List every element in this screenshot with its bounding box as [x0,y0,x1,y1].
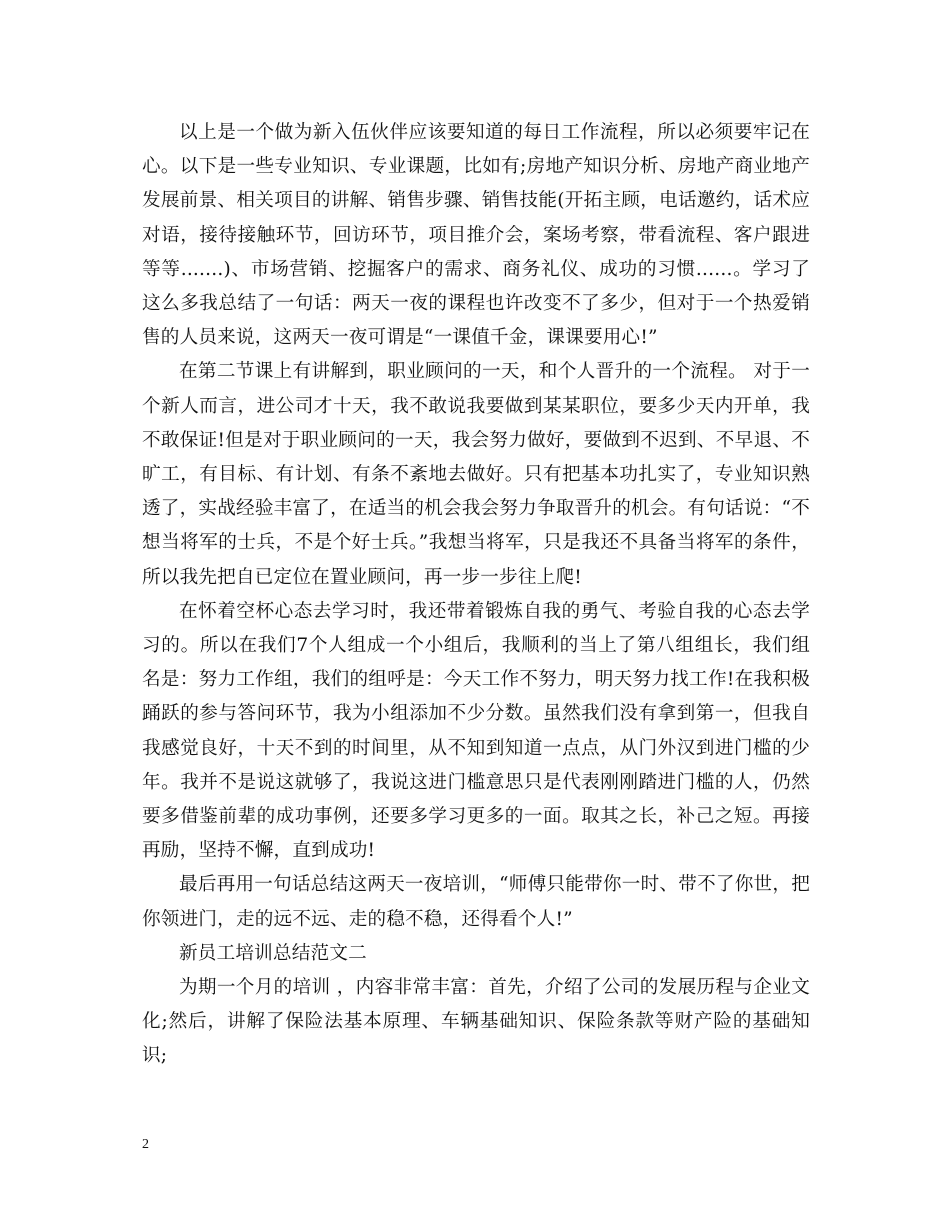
paragraph-conclusion: 最后再用一句话总结这两天一夜培训，“师傅只能带你一时、带不了你世，把你领进门，走的远不远、走的稳不稳，还得看个人!” [142,874,810,930]
document-body [142,116,810,1074]
section-heading: 新员工培训总结范文二 [179,942,367,964]
page-number: 2 [142,1137,149,1152]
paragraph-training-content: 为期一个月的培训 ，内容非常丰富：首先，介绍了公司的发展历程与企业文化;然后，讲解了保险法基本原理、车辆基础知识、保险条款等财产险的基础知识; [142,977,810,1067]
paragraph-workflow-summary: 以上是一个做为新入伍伙伴应该要知道的每日工作流程，所以必须要牢记在心。以下是一些专业知识、专业课题，比如有;房地产知识分析、房地产商业地产发展前景、相关项目的讲解、销售步骤、销售技能(开拓主顾，电话邀约，话术应对语，接待接触环节，回访环节，项目推介会，案场考察，带看流程、客户跟进等等.......)、市场营销、挖掘客户的需求、商务礼仪、成功的习惯......。学习了这么多我总结了一句话：两天一夜的课程也许改变不了多少，但对于一个热爱销售的人员来说，这两天一夜可谓是“一课值千金，课课要用心!” [142,122,810,349]
paragraph-team-leader: 在怀着空杯心态去学习时，我还带着锻炼自我的勇气、考验自我的心态去学习的。所以在我们7个人组成一个小组后，我顺利的当上了第八组组长，我们组名是：努力工作组，我们的组呼是：今天工作不努力，明天努力找工作!在我积极踊跃的参与答问环节，我为小组添加不少分数。虽然我们没有拿到第一，但我自我感觉良好，十天不到的时间里，从不知到知道一点点，从门外汉到进门槛的少年。我并不是说这就够了，我说这进门槛意思只是代表刚刚踏进门槛的人，仍然要多借鉴前辈的成功事例，还要多学习更多的一面。取其之长，补己之短。再接再励，坚持不懈，直到成功! [142,600,810,862]
paragraph-career-consultant: 在第二节课上有讲解到，职业顾问的一天，和个人晋升的一个流程。 对于一个新人而言，进公司才十天，我不敢说我要做到某某职位，要多少天内开单，我不敢保证!但是对于职业顾问的一天，我会努力做好，要做到不迟到、不早退、不旷工，有目标、有计划、有条不紊地去做好。只有把基本功扎实了，专业知识熟透了，实战经验丰富了，在适当的机会我会努力争取晋升的机会。有句话说：“不想当将军的士兵，不是个好士兵。”我想当将军，只是我还不具备当将军的条件，所以我先把自已定位在置业顾问，再一步一步往上爬! [142,361,810,588]
